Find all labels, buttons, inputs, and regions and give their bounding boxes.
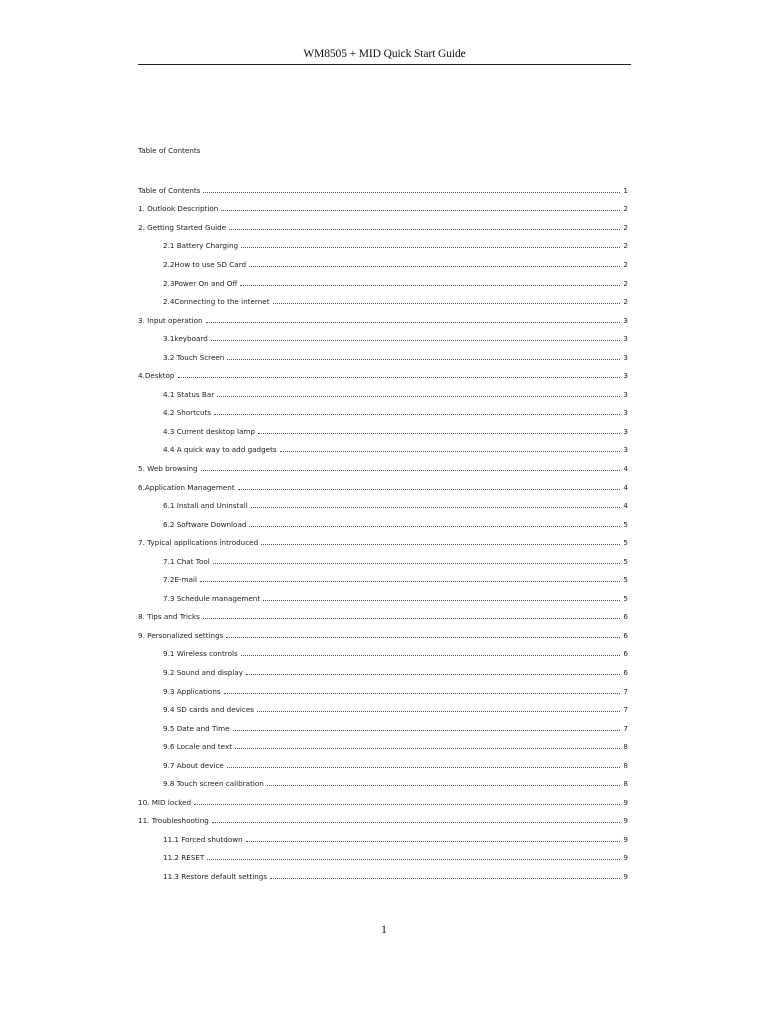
toc-entry-page: 7 (623, 705, 628, 715)
toc-entry-label: 2.3Power On and Off (163, 278, 238, 288)
toc-entry-page: 2 (623, 297, 628, 307)
toc-entry-page: 3 (623, 334, 628, 344)
toc-entry-page: 3 (623, 445, 628, 455)
toc-entry-page: 3 (623, 315, 628, 325)
toc-entry-label: 1. Outlook Description (138, 204, 219, 214)
toc-entry-label: 4.2 Shortcuts (163, 408, 212, 418)
toc-entry-page: 2 (623, 204, 628, 214)
toc-entry[interactable] (138, 700, 628, 719)
toc-entry-label: 3.1keyboard (163, 334, 208, 344)
toc-dot-leader (267, 785, 620, 786)
toc-dot-leader (203, 192, 620, 193)
toc-entry-label: 9.8 Touch screen calibration (163, 779, 264, 789)
toc-entry-page: 3 (623, 408, 628, 418)
toc-entry-page: 9 (623, 853, 628, 863)
toc-entry[interactable] (138, 645, 628, 664)
toc-entry[interactable] (138, 626, 628, 645)
toc-entry[interactable] (138, 200, 628, 219)
toc-dot-leader (249, 526, 620, 527)
toc-entry-label: 9. Personalized settings (138, 630, 224, 640)
toc-entry-label: 3. Input operation (138, 315, 203, 325)
toc-entry-label: 11. Troubleshooting (138, 816, 209, 826)
toc-dot-leader (273, 303, 620, 304)
toc-entry-page: 7 (623, 723, 628, 733)
toc-dot-leader (178, 377, 621, 378)
toc-entry-label: 11.3 Restore default settings (163, 872, 268, 881)
toc-dot-leader (246, 674, 620, 675)
toc-entry-page: 6 (623, 630, 628, 640)
toc-entry[interactable] (138, 682, 628, 701)
toc-dot-leader (217, 396, 620, 397)
toc-entry-page: 2 (623, 241, 628, 251)
toc-entry-page: 6 (623, 667, 628, 677)
toc-entry-page: 3 (623, 371, 628, 381)
toc-entry-page: 3 (623, 426, 628, 436)
toc-dot-leader (221, 210, 620, 211)
toc-dot-leader (201, 470, 620, 471)
page-number: 1 (381, 922, 387, 936)
toc-entry-page: 6 (623, 649, 628, 659)
toc-entry[interactable] (138, 218, 628, 237)
toc-entry-label: 7. Typical applications introduced (138, 538, 259, 548)
toc-entry-page: 3 (623, 389, 628, 399)
toc-entry-page: 9 (623, 797, 628, 807)
toc-dot-leader (213, 563, 620, 564)
toc-dot-leader (214, 414, 620, 415)
toc-entry-page: 4 (623, 501, 628, 511)
toc-entry[interactable] (138, 274, 628, 293)
toc-dot-leader (212, 822, 620, 823)
toc-dot-leader (263, 600, 620, 601)
toc-entry-label: 11.1 Forced shutdown (163, 834, 243, 844)
toc-entry[interactable] (138, 404, 628, 423)
toc-entry-label: 4.3 Current desktop lamp (163, 426, 255, 436)
toc-entry-page: 5 (623, 519, 628, 529)
toc-dot-leader (211, 340, 620, 341)
toc-entry-label: 5. Web browsing (138, 463, 198, 473)
toc-entry[interactable] (138, 533, 628, 552)
toc-entry-label: 6.1 Install and Uninstall (163, 501, 248, 511)
toc-dot-leader (224, 693, 620, 694)
toc-dot-leader (200, 581, 620, 582)
toc-entry[interactable] (138, 515, 628, 534)
toc-entry-label: 4.1 Status Bar (163, 389, 215, 399)
toc-entry-label: 11.2 RESET (163, 853, 205, 863)
toc-entry-label: 2. Getting Started Guide (138, 222, 227, 232)
toc-entry-page: 8 (623, 742, 628, 752)
toc-dot-leader (194, 804, 620, 805)
toc-dot-leader (261, 544, 620, 545)
toc-dot-leader (258, 433, 620, 434)
toc-entry-label: Table of Contents (138, 185, 201, 195)
toc-entry[interactable] (138, 478, 628, 497)
toc-entry-page: 2 (623, 222, 628, 232)
toc-entry[interactable] (138, 329, 628, 348)
toc-entry-label: 7.2E-mail (163, 575, 197, 585)
toc-dot-leader (246, 841, 620, 842)
toc-entry-label: 2.1 Battery Charging (163, 241, 239, 251)
toc-dot-leader (257, 711, 620, 712)
toc-entry-page: 1 (623, 185, 628, 195)
toc-entry-label: 9.6 Locale and text (163, 742, 233, 752)
toc-entry[interactable] (138, 348, 628, 367)
toc-entry-page: 5 (623, 538, 628, 548)
toc-entry[interactable] (138, 366, 628, 385)
toc-dot-leader (251, 507, 620, 508)
toc-entry-page: 6 (623, 612, 628, 622)
toc-entry-page: 2 (623, 259, 628, 269)
toc-entry[interactable] (138, 237, 628, 256)
toc-dot-leader (206, 322, 620, 323)
toc-entry[interactable] (138, 812, 628, 831)
toc-entry[interactable] (138, 719, 628, 738)
toc-entry[interactable] (138, 496, 628, 515)
toc-entry-page: 2 (623, 278, 628, 288)
toc-entry[interactable] (138, 793, 628, 812)
toc-entry[interactable] (138, 756, 628, 775)
toc-entry-page: 8 (623, 779, 628, 789)
toc-entry-page: 7 (623, 686, 628, 696)
toc-heading: Table of Contents (138, 146, 201, 155)
toc-entry[interactable] (138, 441, 628, 460)
toc-entry-label: 9.1 Wireless controls (163, 649, 238, 659)
toc-entry[interactable] (138, 459, 628, 478)
toc-entry-label: 9.4 SD cards and devices (163, 705, 255, 715)
toc-entry[interactable] (138, 570, 628, 589)
toc-dot-leader (238, 489, 620, 490)
toc-dot-leader (235, 748, 620, 749)
toc-dot-leader (241, 655, 620, 656)
toc-entry-page: 9 (623, 872, 628, 881)
toc-entry[interactable] (138, 737, 628, 756)
toc-entry-label: 6.Application Management (138, 482, 235, 492)
toc-entry-label: 9.3 Applications (163, 686, 221, 696)
toc-entry[interactable] (138, 608, 628, 627)
toc-entry-label: 4.Desktop (138, 371, 175, 381)
toc-dot-leader (249, 266, 620, 267)
toc-entry-page: 3 (623, 352, 628, 362)
toc-entry[interactable] (138, 663, 628, 682)
toc-entry[interactable] (138, 385, 628, 404)
toc-dot-leader (233, 730, 620, 731)
toc-entry[interactable] (138, 849, 628, 868)
toc-entry[interactable] (138, 255, 628, 274)
toc-entry-page: 5 (623, 575, 628, 585)
toc-entry-label: 9.2 Sound and display (163, 667, 243, 677)
toc-entry-page: 9 (623, 834, 628, 844)
toc-entry-label: 10. MID locked (138, 797, 192, 807)
toc-entry[interactable] (138, 589, 628, 608)
toc-entry-page: 9 (623, 816, 628, 826)
toc-entry-label: 9.7 About device (163, 760, 224, 770)
toc-dot-leader (226, 637, 620, 638)
toc-entry[interactable] (138, 867, 628, 886)
toc-entry-page: 5 (623, 556, 628, 566)
toc-dot-leader (207, 859, 620, 860)
toc-entry-page: 4 (623, 482, 628, 492)
header-rule (138, 64, 631, 65)
toc-entry-label: 6.2 Software Download (163, 519, 247, 529)
toc-entry[interactable] (138, 830, 628, 849)
toc-entry-label: 4.4 A quick way to add gadgets (163, 445, 277, 455)
toc-entry-label: 8. Tips and Tricks (138, 612, 200, 622)
toc-dot-leader (203, 618, 620, 619)
toc-entry[interactable] (138, 292, 628, 311)
toc-entry-label: 2.2How to use SD Card (163, 259, 247, 269)
toc-dot-leader (227, 359, 620, 360)
toc-dot-leader (229, 229, 620, 230)
toc-entry[interactable] (138, 181, 628, 200)
toc-dot-leader (280, 451, 620, 452)
toc-dot-leader (227, 767, 620, 768)
toc-dot-leader (270, 878, 620, 879)
toc-entry-label: 7.3 Schedule management (163, 593, 261, 603)
toc-entry-label: 2.4Connecting to the internet (163, 297, 270, 307)
toc-entry[interactable] (138, 422, 628, 441)
toc-entry[interactable] (138, 552, 628, 571)
toc-entry-page: 5 (623, 593, 628, 603)
page-header-title: WM8505 + MID Quick Start Guide (303, 48, 466, 60)
toc-entry-page: 8 (623, 760, 628, 770)
table-of-contents (138, 181, 628, 886)
toc-entry-page: 4 (623, 463, 628, 473)
toc-entry-label: 9.5 Date and Time (163, 723, 230, 733)
toc-entry[interactable] (138, 775, 628, 794)
toc-dot-leader (241, 247, 620, 248)
toc-entry-label: 7.1 Chat Tool (163, 556, 210, 566)
toc-entry[interactable] (138, 311, 628, 330)
toc-dot-leader (240, 285, 620, 286)
toc-entry-label: 3.2 Touch Screen (163, 352, 225, 362)
